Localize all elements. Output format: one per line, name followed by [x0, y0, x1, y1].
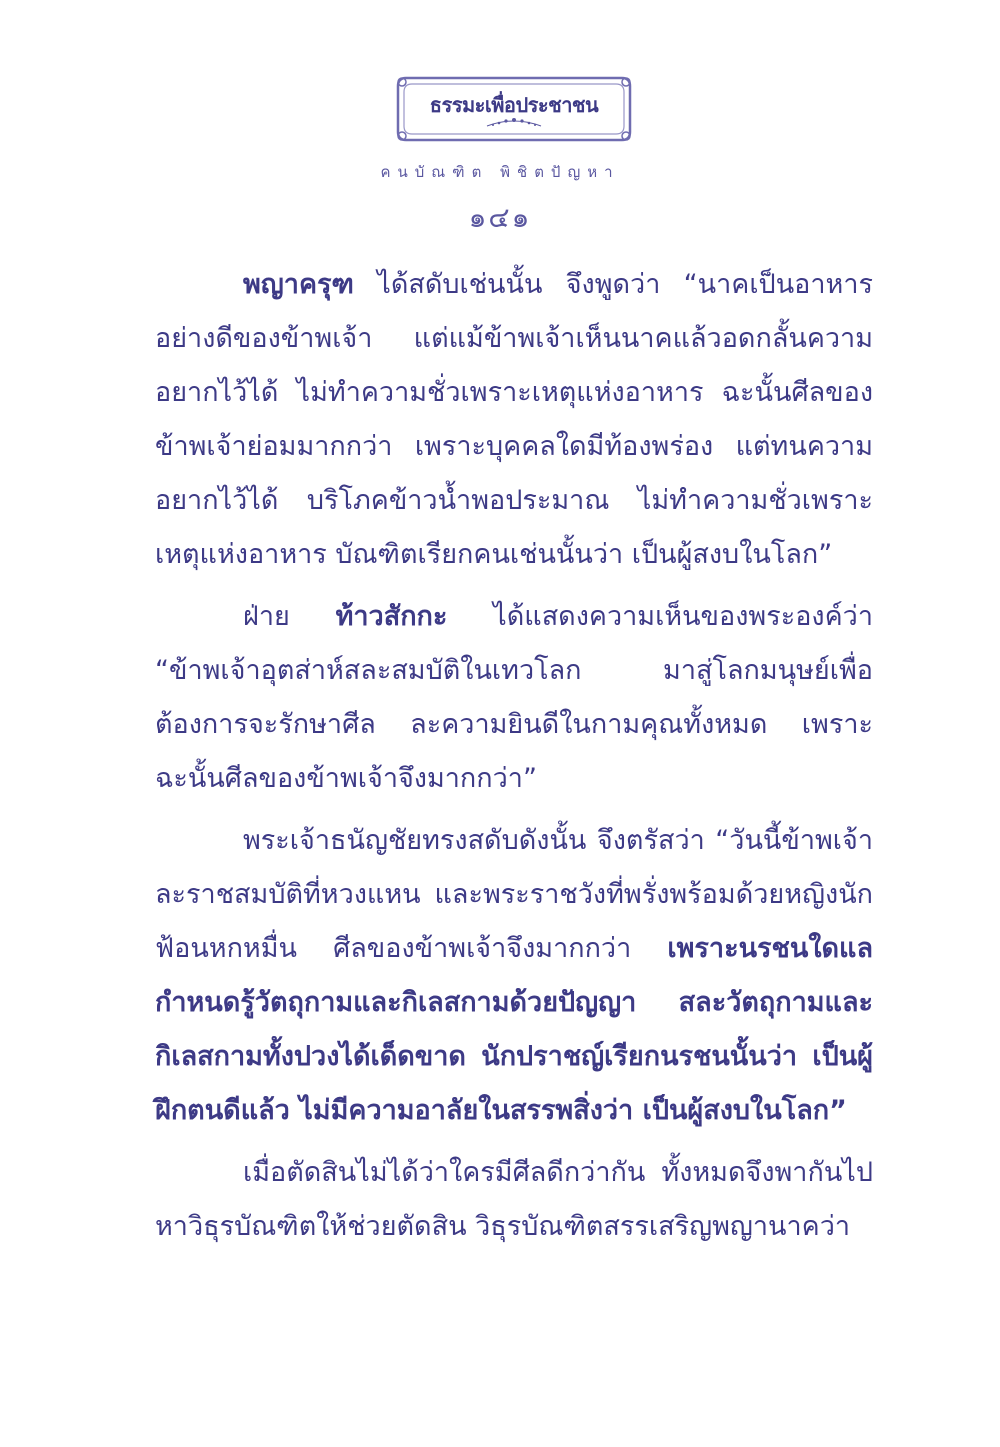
paragraph [155, 258, 873, 582]
page-body [155, 258, 873, 1254]
paragraph-text: ฝ่าย [243, 601, 336, 632]
bold-passage: เพราะนรชนใดแลกำหนดรู้วัตถุกามและกิเลสกามด้วยปัญญา สละวัตถุกามและกิเลสกามทั้งปวงได้เด็ดขาด นักปราชญ์เรียกนรชนนั้นว่า เป็นผู้ฝึกตนดีแล้ว ไม่มีความอาลัยในสรรพสิ่งว่า เป็นผู้สงบในโลก” [155, 933, 873, 1126]
paragraph-text: ได้สดับเช่นนั้น จึงพูดว่า “นาคเป็นอาหารอย่างดีของข้าพเจ้า แต่แม้ข้าพเจ้าเห็นนาคแล้วอดกลั้นความอยากไว้ได้ ไม่ทำความชั่วเพราะเหตุแห่งอาหาร ฉะนั้นศีลของข้าพเจ้าย่อมมากกว่า เพราะบุคคลใดมีท้องพร่อง แต่ทนความอยากไว้ได้ บริโภคข้าวน้ำพอประมาณ ไม่ทำความชั่วเพราะเหตุแห่งอาหาร บัณฑิตเรียกคนเช่นนั้นว่า เป็นผู้สงบในโลก” [155, 269, 873, 570]
paragraph-text: เมื่อตัดสินไม่ได้ว่าใครมีศีลดีกว่ากัน ทั้งหมดจึงพากันไปหาวิธุรบัณฑิตให้ช่วยตัดสิน วิธุรบัณฑิตสรรเสริญพญานาคว่า [155, 1157, 873, 1242]
paragraph [155, 590, 873, 806]
paragraph-text: ได้แสดงความเห็นของพระองค์ว่า “ข้าพเจ้าอุตส่าห์สละสมบัติในเทวโลก มาสู่โลกมนุษย์เพื่อต้องการจะรักษาศีล ละความยินดีในกามคุณทั้งหมด เพราะฉะนั้นศีลของข้าพเจ้าจึงมากกว่า” [155, 601, 873, 794]
bold-name: พญาครุฑ [243, 269, 354, 300]
book-title: คนบัณฑิต พิชิตปัญหา [380, 163, 620, 181]
logo-text: ธรรมะเพื่อประชาชน [429, 93, 599, 117]
book-logo [392, 72, 636, 158]
paragraph-text: พระเจ้าธนัญชัยทรงสดับดังนั้น จึงตรัสว่า “วันนี้ข้าพเจ้าละราชสมบัติที่หวงแหน และพระราชวังที่พรั่งพร้อมด้วยหญิงนักฟ้อนหกหมื่น ศีลของข้าพเจ้าจึงมากกว่า [155, 825, 873, 964]
paragraph [155, 814, 873, 1138]
page-number: ๑๔๑ [468, 201, 532, 234]
paragraph [155, 1146, 873, 1254]
bold-name: ท้าวสักกะ [335, 601, 448, 632]
